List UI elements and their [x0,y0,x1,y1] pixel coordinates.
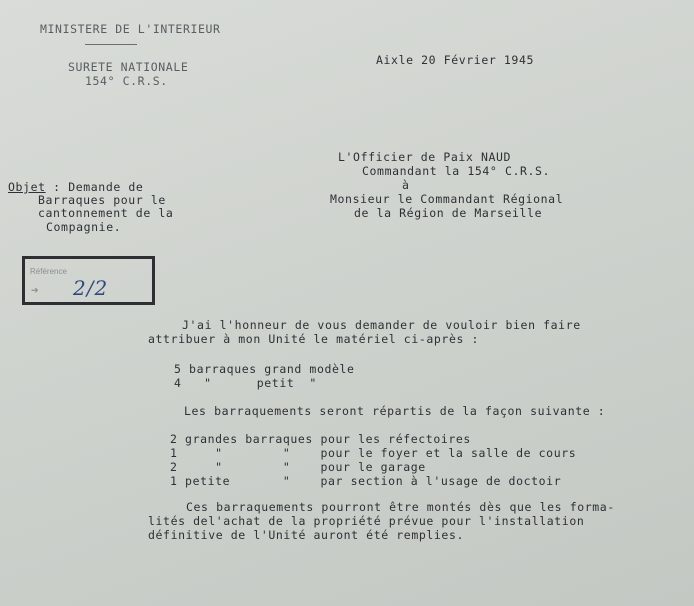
subject-line-2: Barraques pour le [38,193,166,207]
intro-line-1: J'ai l'honneur de vous demander de vouloir bien faire [182,318,581,332]
allocation-line: 2 " " pour le garage [170,460,426,474]
sender-line-1: L'Officier de Paix NAUD [338,150,512,164]
closing-line-2: lités del'achat de la propriété prévue pour l'installation [148,514,585,528]
date-line: Aixle 20 Février 1945 [376,53,534,67]
subject-line-1 [8,180,143,194]
sender-line-3: à [402,178,410,192]
subject-label: Objet [8,180,46,194]
reference-label: Référence [30,267,67,276]
item-line: 5 barraques grand modèle [174,362,355,376]
subject-line-4: Compagnie. [46,220,122,234]
closing-line-3: définitive de l'Unité auront été remplies. [148,528,464,542]
service-heading: SURETE NATIONALE [68,60,189,74]
letterhead-divider [85,44,137,45]
ministry-heading: MINISTERE DE L'INTERIEUR [40,22,221,36]
intro-line-2: attribuer à mon Unité le matériel ci-après : [148,332,480,346]
sender-line-2: Commandant la 154° C.R.S. [362,164,551,178]
reference-stamp [22,256,155,305]
subject-line-1-text: : Demande de [45,180,144,194]
subject-line-3: cantonnement de la [38,206,174,220]
allocation-line: 1 petite " par section à l'usage de doctoir [170,474,562,488]
allocation-line: 1 " " pour le foyer et la salle de cours [170,446,577,460]
repartition-line: Les barraquements seront répartis de la façon suivante : [184,404,606,418]
reference-number: 2/2 [73,276,109,300]
arrow-icon: ➔ [31,285,39,295]
recipient-line-1: Monsieur le Commandant Régional [330,192,564,206]
recipient-line-2: de la Région de Marseille [354,206,543,220]
allocation-line: 2 grandes barraques pour les réfectoires [170,432,471,446]
item-line: 4 " petit " [174,376,317,390]
closing-line-1: Ces barraquements pourront être montés dès que les forma- [186,500,615,514]
unit-heading: 154° C.R.S. [85,74,168,88]
